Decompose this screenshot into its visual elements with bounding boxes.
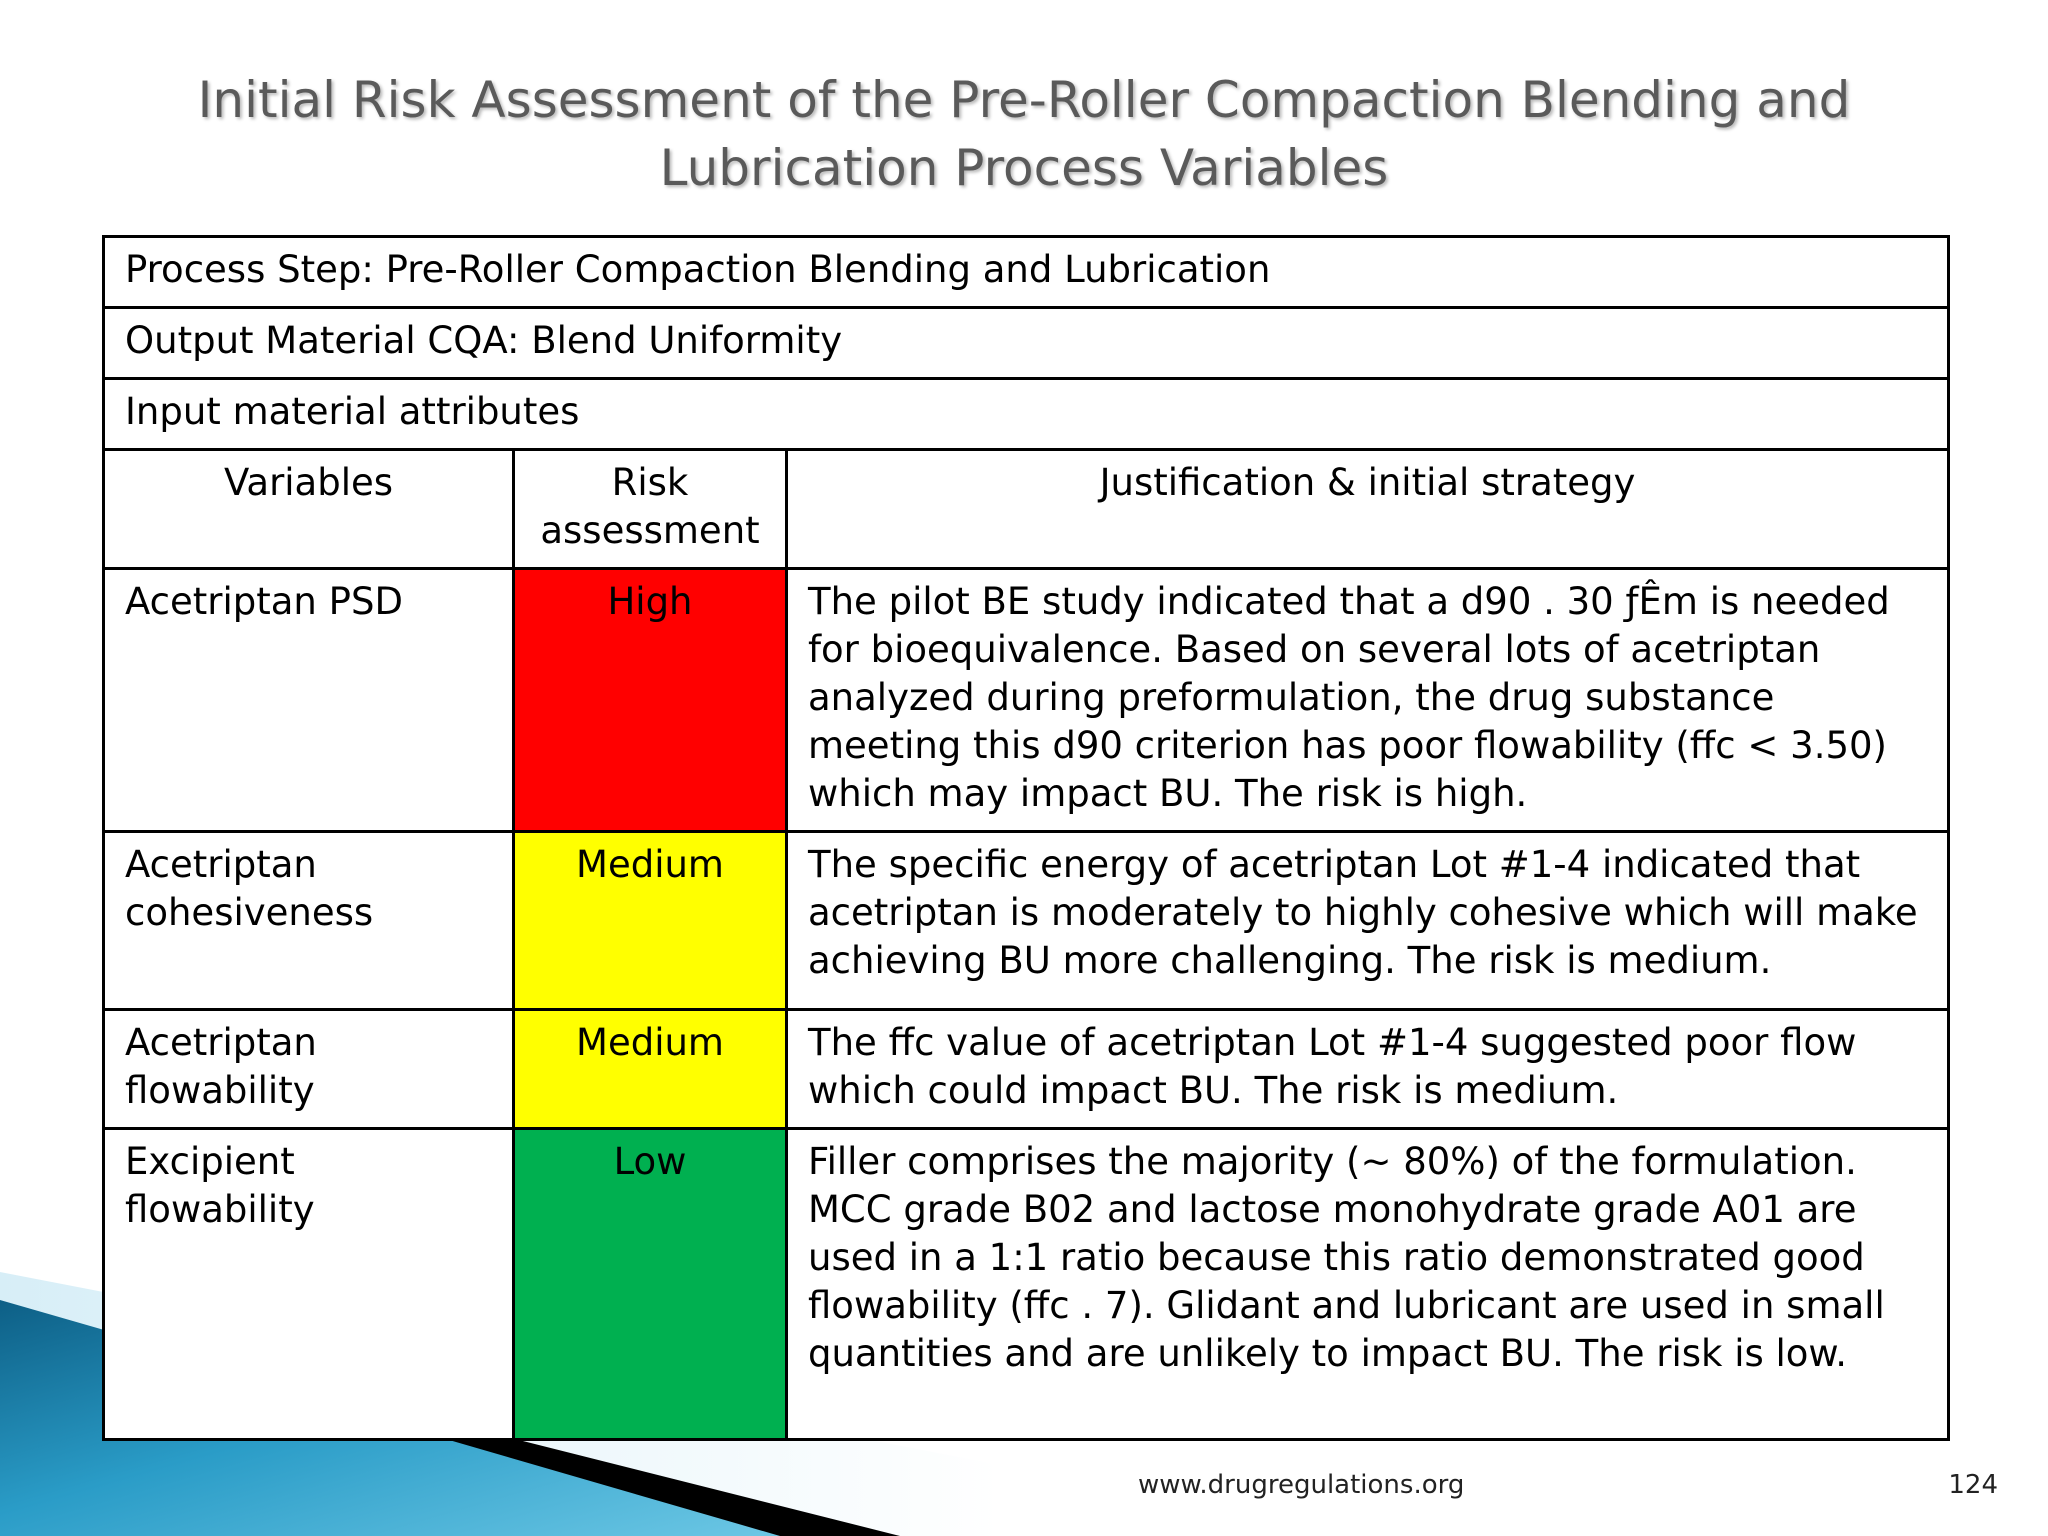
risk-cell-high: High [514, 569, 787, 832]
table-row [104, 832, 1949, 1010]
risk-assessment-table [102, 235, 1950, 1441]
input-attributes-cell: Input material attributes [104, 379, 1949, 450]
table-row [104, 1129, 1949, 1440]
process-step-cell: Process Step: Pre-Roller Compaction Blending and Lubrication [104, 237, 1949, 308]
slide-title-line-1: Initial Risk Assessment of the Pre-Roller Compaction Blending and [197, 71, 1851, 129]
header-risk-line-1: Risk [611, 461, 689, 504]
input-attributes-row [104, 379, 1949, 450]
variable-cell: Acetriptan PSD [104, 569, 514, 832]
slide-title-line-2: Lubrication Process Variables [659, 139, 1389, 197]
variable-cell: Acetriptan cohesiveness [104, 832, 514, 1010]
table-row [104, 1010, 1949, 1129]
header-variables: Variables [104, 450, 514, 569]
justification-cell: Filler comprises the majority (~ 80%) of the formulation. MCC grade B02 and lactose monohydrate grade A01 are used in a 1:1 ratio because this ratio demonstrated good flowability (ffc . 7). Glidant and lubricant are used in small quantities and are unlikely to impact BU. The risk is low. [787, 1129, 1949, 1440]
risk-cell-medium: Medium [514, 832, 787, 1010]
justification-cell: The ffc value of acetriptan Lot #1-4 suggested poor flow which could impact BU. The risk is medium. [787, 1010, 1949, 1129]
justification-cell: The specific energy of acetriptan Lot #1-4 indicated that acetriptan is moderately to highly cohesive which will make achieving BU more challenging. The risk is medium. [787, 832, 1949, 1010]
variable-cell: Acetriptan flowability [104, 1010, 514, 1129]
process-step-row [104, 237, 1949, 308]
risk-cell-low: Low [514, 1129, 787, 1440]
slide-title [60, 66, 1988, 202]
justification-cell: The pilot BE study indicated that a d90 . 30 ƒÊm is needed for bioequivalence. Based on several lots of acetriptan analyzed during preformulation, the drug substance meeting this d90 criterion has poor flowability (ffc < 3.50) which may impact BU. The risk is high. [787, 569, 1949, 832]
header-justification: Justification & initial strategy [787, 450, 1949, 569]
page-number: 124 [1948, 1470, 1998, 1500]
output-cqa-row [104, 308, 1949, 379]
header-risk-line-2: assessment [540, 509, 760, 552]
output-cqa-cell: Output Material CQA: Blend Uniformity [104, 308, 1949, 379]
risk-cell-medium: Medium [514, 1010, 787, 1129]
column-header-row [104, 450, 1949, 569]
variable-cell: Excipient flowability [104, 1129, 514, 1440]
footer-url: www.drugregulations.org [1138, 1470, 1465, 1500]
header-risk-assessment [514, 450, 787, 569]
table-row [104, 569, 1949, 832]
